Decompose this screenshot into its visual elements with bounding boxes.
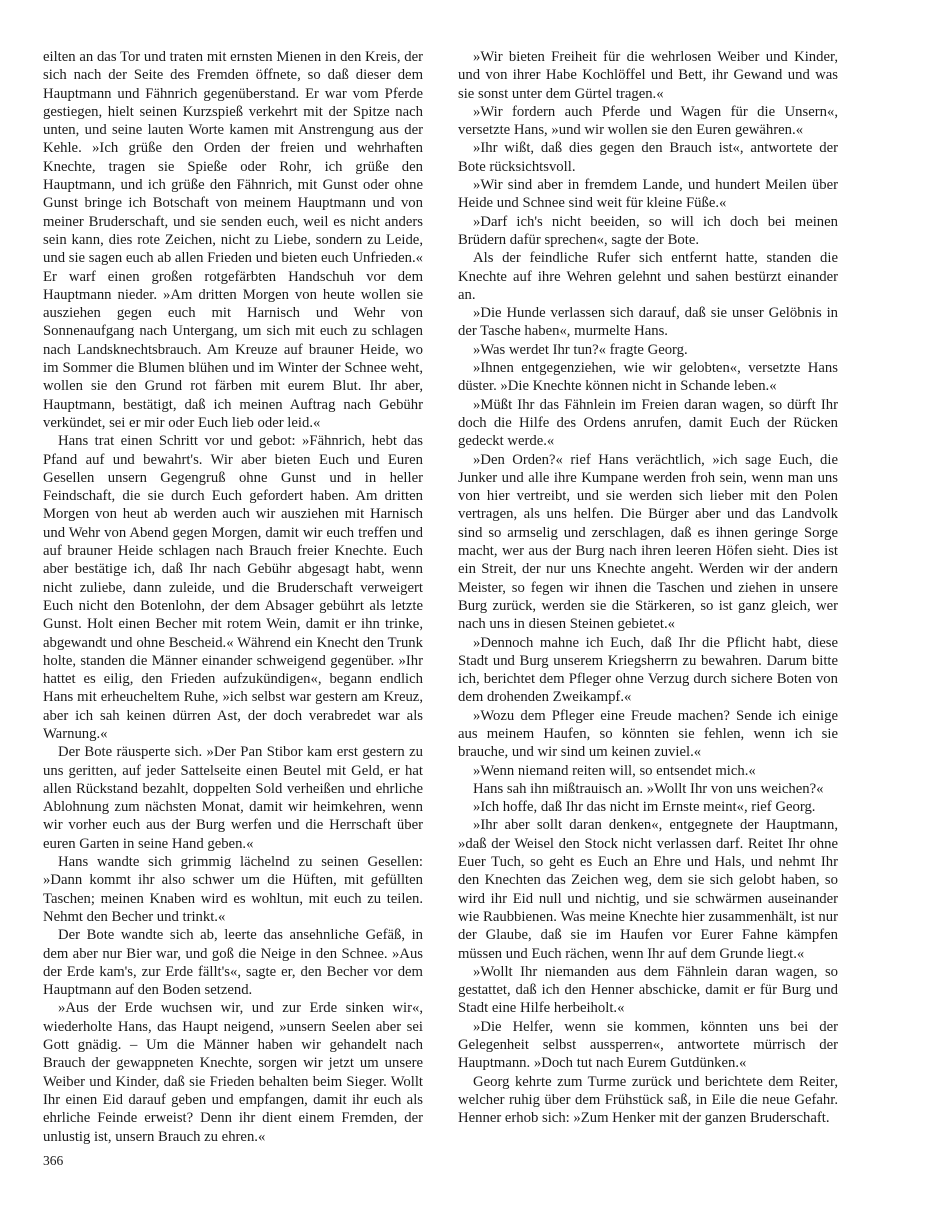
right-paragraph-7: »Die Hunde verlassen sich darauf, daß sie unser Gelöbnis in der Tasche haben«, murmelte Hans. [458, 305, 838, 340]
right-paragraph-5: »Darf ich's nicht beeiden, so will ich doch bei meinen Brüdern dafür sprechen«, sagte der Bote. [458, 213, 838, 248]
right-paragraph-6: Als der feindliche Rufer sich entfernt hatte, standen die Knechte auf ihre Wehren gelehnt und sahen bestürzt einander an. [458, 250, 838, 303]
right-paragraph-14: »Wenn niemand reiten will, so entsendet mich.« [473, 762, 756, 779]
left-column [43, 48, 423, 1146]
left-paragraph-5: Der Bote wandte sich ab, leerte das ansehnliche Gefäß, in dem aber nur Bier war, und goß die Neige in den Schnee. »Aus der Erde kam's, zur Erde fällt's«, sagte er, den Becher vor dem Hauptmann auf den Boden setzend. [43, 927, 423, 999]
left-paragraph-1: eilten an das Tor und traten mit ernsten Mienen in den Kreis, der sich nach der Seite des Fremden öffnete, so daß dieser dem Hauptmann und Fähnrich gegenüberstand. Er war vom Pferde gestiegen, hielt seinen Kurzspieß verkehrt mit der Spitze nach unten, und seine lauten Worte kamen mit Anstrengung aus der Kehle. »Ich grüße den Orden der freien und wehrhaften Knechte, tragen sie Spieße oder Rohr, ich grüße den Hauptmann, und ich grüße den Fähnrich, mit Gunst oder ohne Gunst bringe ich Botschaft von meinem Hauptmann und von meiner Bruderschaft, und sie senden euch, weil es nicht anders sein kann, dies rote Zeichen, nicht zu Liebe, sondern zu Leide, und sie sagen euch ab allen Frieden und bieten euch Unfrieden.« Er warf einen großen rotgefärbten Handschuh vor dem Hauptmann nieder. »Am dritten Morgen von heute wollen sie ausziehen gegen euch mit Harnisch und Wehr von Sonnenaufgang nach Untergang, um sich mit euch zu schlagen nach Landsknechtsbrauch. Am Kreuze auf brauner Heide, wo im Sommer die Blumen blühen und im Winter der Schnee weht, wollen sie den Grund rot färben mit eurem Blut. Ihr aber, Hauptmann, bestätigt, daß ich meinen Auftrag nach Gebühr verkündet, sei er mir oder Euch lieb oder leid.« [43, 49, 423, 431]
left-paragraph-3: Der Bote räusperte sich. »Der Pan Stibor kam erst gestern zu uns geritten, auf jeder Sattelseite einen Beutel mit Geld, er hat allen Rückstand bezahlt, doppelten Sold verheißen und ehrliche Ablohnung zum nächsten Monat, damit wir heimkehren, wenn wir vorher euch aus der Burg werfen und die Herrschaft über euren Garten in seine Hand geben.« [43, 744, 423, 852]
right-paragraph-9: »Ihnen entgegenziehen, wie wir gelobten«, versetzte Hans düster. »Die Knechte können nicht in Schande leben.« [458, 360, 838, 395]
right-paragraph-13: »Wozu dem Pfleger eine Freude machen? Sende ich einige aus meinem Haufen, so könnten sie fehlen, wenn ich sie brauche, und wir sind um keinen zuviel.« [458, 707, 838, 761]
right-paragraph-16: »Ich hoffe, daß Ihr das nicht im Ernste meint«, rief Georg. [473, 799, 816, 816]
right-paragraph-1: »Wir bieten Freiheit für die wehrlosen Weiber und Kinder, und von ihrer Habe Kochlöffel und Bett, ihr Gewand und was sie sonst unter dem Gürtel tragen.« [458, 49, 838, 102]
left-paragraph-2: Hans trat einen Schritt vor und gebot: »Fähnrich, hebt das Pfand auf und bewahrt's. Wir aber bieten Euch und Euren Gesellen unsern Gegengruß ohne Gunst und in heller Feindschaft, die sie durch Euch gefordert haben. Am dritten Morgen von heut ab werden auch wir ausziehen mit Harnisch und Wehr von Abend gegen Morgen, damit wir euch treffen und auf brauner Heide schlagen nach Brauch freier Knechte. Euch aber bestätige ich, daß Ihr nach Gebühr abgesagt habt, wenn nicht zuliebe, dann zuleide, und die Bruderschaft verweigert Euch nicht den Botenlohn, der dem Absager gebührt als letzte Gunst. Holt einen Becher mit rotem Wein, damit er ihn trinke, abgewandt und ohne Bescheid.« Während ein Knecht den Trunk holte, standen die Männer einander schweigend gegenüber. »Ihr hattet es eilig, den Frieden aufzukündigen«, begann endlich Hans mit erheucheltem Ruhe, »ich selbst war gestern am Kreuz, aber ich sah keinen dürren Ast, der doch verabredet war als Warnung.« [43, 433, 423, 742]
right-paragraph-15: Hans sah ihn mißtrauisch an. »Wollt Ihr von uns weichen?« [473, 780, 824, 797]
right-paragraph-20: Georg kehrte zum Turme zurück und berichtete dem Reiter, welcher ruhig über dem Frühstück saß, in Eile die neue Gefahr. Henner erhob sich: »Zum Henker mit der ganzen Bruderschaft. [458, 1073, 838, 1127]
right-column [458, 48, 838, 1128]
right-paragraph-19: »Die Helfer, wenn sie kommen, könnten uns bei der Gelegenheit selbst aussperren«, antwortete mürrisch der Hauptmann. »Doch tut nach Eurem Gutdünken.« [458, 1018, 838, 1072]
right-paragraph-3: »Ihr wißt, daß dies gegen den Brauch ist«, antwortete der Bote rücksichtsvoll. [458, 140, 838, 175]
right-paragraph-10: »Müßt Ihr das Fähnlein im Freien daran wagen, so dürft Ihr doch die Hilfe des Ordens anrufen, damit Euch der Rücken gedeckt werde.« [458, 396, 838, 450]
right-paragraph-4: »Wir sind aber in fremdem Lande, und hundert Meilen über Heide und Schnee sind weit für kleine Füße.« [458, 177, 838, 212]
left-paragraph-6: »Aus der Erde wuchsen wir, und zur Erde sinken wir«, wiederholte Hans, das Haupt neigend, »unsern Seelen aber sei Gott gnädig. – Um die Männer haben wir gehandelt nach Brauch der gewappneten Knechte, sorgen wir jetzt um unsere Weiber und Kinder, daß sie Frieden behalten beim Sieger. Wollt Ihr einen Eid darauf geben und empfangen, damit ihr euch als ehrliche Feinde erweist? Denn ihr dient einem Fremden, der unlustig ist, unsern Brauch zu ehren.« [43, 1000, 423, 1145]
right-paragraph-8: »Was werdet Ihr tun?« fragte Georg. [473, 341, 688, 358]
right-paragraph-17: »Ihr aber sollt daran denken«, entgegnete der Hauptmann, »daß der Weisel den Stock nicht verlassen darf. Reitet Ihr ohne Euer Tuch, so geht es Euch an Ehre und Hals, und nehmt Ihr den Knechten das Zeichen weg, dem sie sich gelobt haben, so wird ihr Eid null und nichtig, und sie schwärmen auseinander wie Raubbienen. Was meine Knechte hier zusammenhält, ist nur der Glaube, daß sie im Haufen vor Eurer Fahne kämpfen müssen und Euch rächen, wenn Ihr auf dem Grunde liegt.« [458, 817, 838, 962]
left-paragraph-4: Hans wandte sich grimmig lächelnd zu seinen Gesellen: »Dann kommt ihr also schwer um die Hüften, mit gefüllten Taschen; meinen Knaben wird es wohltun, mit euch zu teilen. Nehmt den Becher und trinkt.« [43, 854, 423, 925]
right-paragraph-18: »Wollt Ihr niemanden aus dem Fähnlein daran wagen, so gestattet, daß ich den Henner abschicke, damit er für Burg und Stadt eine Hilfe herbeiholt.« [458, 963, 838, 1017]
page-number: 366 [43, 1153, 64, 1168]
right-paragraph-11: »Den Orden?« rief Hans verächtlich, »ich sage Euch, die Junker und alle ihre Kumpane werden froh sein, wenn man uns von hier vertreibt, und sie werden sich lieber mit den Polen vertragen, als uns helfen. Die Bürger aber und das Landvolk sind so armselig und zerschlagen, daß es ihnen geringe Sorge macht, wer aus der Burg nach ihren leeren Höfen sieht. Dies ist ein Streit, der nur uns Knechte angeht. Werden wir der andern Meister, so fegen wir ihnen die Taschen und ziehen in unsere Burg zurück, werden sie die Stärkeren, so ist ganz gleich, wer nach uns in diesen Steinen gebietet.« [458, 451, 838, 633]
right-paragraph-12: »Dennoch mahne ich Euch, daß Ihr die Pflicht habt, diese Stadt und Burg unserem Kriegsherrn zu bewahren. Darum bitte ich, berichtet dem Pfleger ohne Verzug durch sichere Boten von dem drohenden Zweikampf.« [458, 634, 838, 706]
right-paragraph-2: »Wir fordern auch Pferde und Wagen für die Unsern«, versetzte Hans, »und wir wollen sie den Euren gewähren.« [458, 103, 838, 139]
